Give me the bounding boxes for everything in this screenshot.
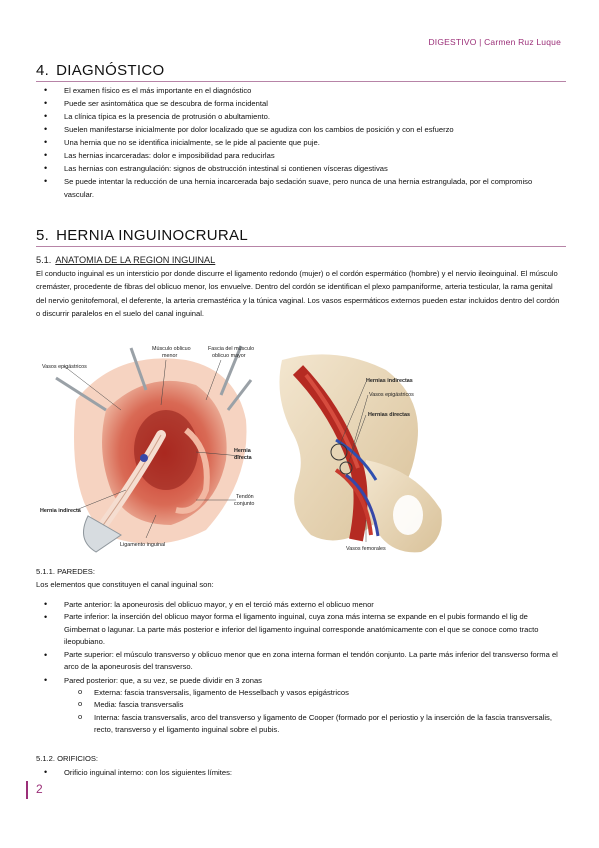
list-item: • Orificio inguinal interno: con los siguientes límites: (44, 766, 564, 779)
label-hernia-indirecta: Hernia indirecta (40, 508, 81, 514)
label-fascia-2: oblicuo mayor (212, 353, 246, 359)
subsection-5-1-1-heading: 5.1.1. PAREDES: (36, 567, 95, 576)
section-4-title: DIAGNÓSTICO (56, 62, 165, 79)
subsection-5-1-1-intro: Los elementos que constituyen el canal inguinal son: (36, 580, 214, 589)
section-5-number: 5. (36, 227, 50, 244)
subsection-5-1-heading (36, 255, 215, 265)
section-5-title: HERNIA INGUINOCRURAL (56, 227, 248, 244)
list-item-text: Pared posterior: que, a su vez, se puede dividir en 3 zonas (64, 675, 262, 685)
list-item: • El examen físico es el más importante en el diagnóstico (44, 84, 564, 97)
sublist-item: o Externa: fascia transversalis, ligamento de Hesselbach y vasos epigástricos (64, 687, 564, 700)
list-item: • Las hernias incarceradas: dolor e imposibilidad para reducirlas (44, 149, 564, 162)
label-ligamento-inguinal: Ligamento inguinal (120, 542, 166, 548)
list-item: • Parte superior: el músculo transverso y oblicuo menor que en zona interna forman el tendón conjunto. La parte más inferior del transverso forma el arco de la aponeurosis del transverso. (44, 649, 564, 674)
section-4-number: 4. (36, 62, 50, 79)
sublist-item: o Media: fascia transversalis (64, 699, 564, 712)
list-item: • Parte anterior: la aponeurosis del oblicuo mayor, y en el terció más externo el oblicuo menor (44, 598, 564, 611)
list-item (44, 674, 564, 737)
list-item: • Se puede intentar la reducción de una hernia incarcerada bajo sedación suave, pero nunca de una hernia estrangulada, por el compromiso vascular. (44, 175, 564, 201)
label-tendon: Tendón (236, 494, 254, 500)
orifices-list (44, 766, 564, 779)
label-vasos-femorales: Vasos femorales (346, 546, 386, 552)
page-number: 2 (36, 782, 43, 796)
inguinal-anatomy-figure (36, 340, 454, 558)
subsection-5-1-number: 5.1. (36, 255, 52, 265)
label-musculo-oblicuo-2: menor (162, 353, 178, 359)
label-musculo-oblicuo: Músculo oblicuo (152, 346, 191, 352)
posterior-wall-sublist (64, 687, 564, 737)
list-item: • Las hernias con estrangulación: signos de obstrucción intestinal si contienen vísceras digestivas (44, 162, 564, 175)
running-header: DIGESTIVO | Carmen Ruz Luque (428, 37, 561, 47)
walls-list (44, 598, 564, 737)
subsection-5-1-title: ANATOMIA DE LA REGION INGUINAL (55, 255, 216, 265)
list-item: • La clínica típica es la presencia de protrusión o abultamiento. (44, 110, 564, 123)
label-tendon-2: conjunto (234, 501, 255, 507)
sublist-item: o Interna: fascia transversalis, arco del transverso y ligamento de Cooper (formado por el periostio y la inserción de la fascia transversalis, recto, transverso y el ligamento inguinal sobre el pubis. (64, 712, 564, 737)
anatomy-paragraph: El conducto inguinal es un intersticio por donde discurre el ligamento redondo (mujer) o el cordón espermático (hombre) y el nervio ileoinguinal. El músculo cremáster, procedente de fibras del oblicuo menor, los envuelve. Dentro del cordón se identifican el plexo pampaniforme, arteria testicular, la rama genital del nervio genitofemoral, el deferente, la arteria cremastérica y la túnica vaginal. Los vasos espermáticos externos pueden estar incluidos dentro del cordón o discurrir paralelos en el suelo del canal inguinal. (36, 269, 560, 319)
subsection-5-1-2-heading: 5.1.2. ORIFICIOS: (36, 754, 99, 763)
label-vasos-epigastricos: Vasos epigástricos (42, 364, 87, 370)
label-vasos-epigastricos-2: Vasos epigástricos (369, 392, 414, 398)
footer-accent-bar (26, 781, 28, 799)
label-hernias-indirectas: Hernias indirectas (366, 378, 413, 384)
list-item: • Puede ser asintomática que se descubra de forma incidental (44, 97, 564, 110)
list-item: • Parte inferior: la inserción del oblicuo mayor forma el ligamento inguinal, cuya zona más interna se expande en el pubis formando el lig de Gimbernat o lagunar. La parte más posterior e inferior del ligamento inguinal corresponde anatómicamente con el que se conoce como tracto ileopubiano. (44, 611, 564, 649)
section-5-heading (36, 227, 566, 247)
diagnosis-list (44, 84, 564, 201)
section-4-heading (36, 62, 566, 82)
label-hernias-directas: Hernias directas (368, 412, 410, 418)
label-hernia-directa: Hernia (234, 448, 251, 454)
label-fascia: Fascia del músculo (208, 346, 255, 352)
list-item: • Una hernia que no se identifica inicialmente, se le pide al paciente que puje. (44, 136, 564, 149)
list-item: • Suelen manifestarse inicialmente por dolor localizado que se agudiza con los cambios de posición y con el esfuerzo (44, 123, 564, 136)
label-hernia-directa-2: directa (234, 455, 252, 461)
